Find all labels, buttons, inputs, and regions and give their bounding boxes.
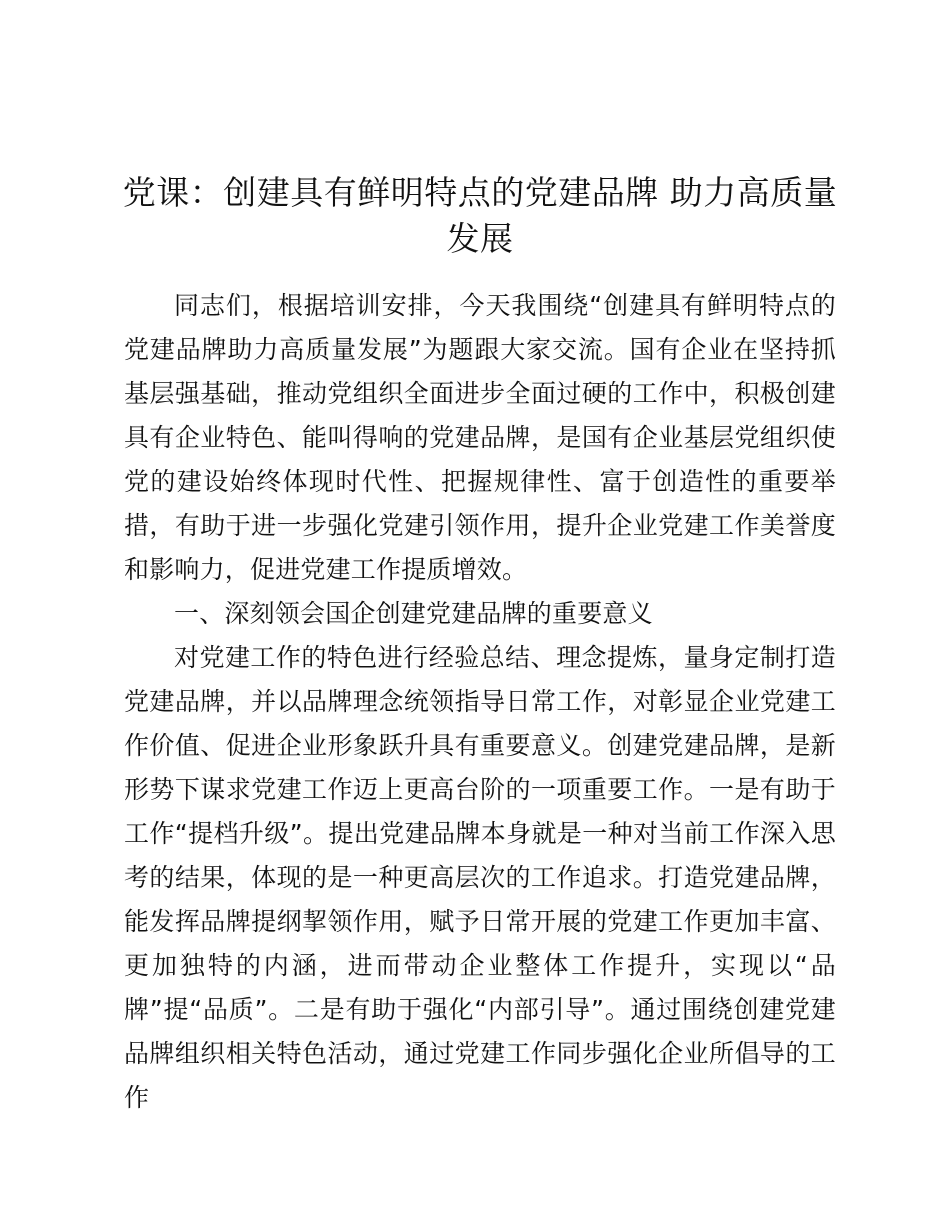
document-body (124, 284, 836, 1120)
document-title: 党课：创建具有鲜明特点的党建品牌 助力高质量发展 (122, 173, 838, 258)
intro-paragraph: 同志们，根据培训安排，今天我围绕“创建具有鲜明特点的党建品牌助力高质量发展”为题跟大家交流。国有企业在坚持抓基层强基础，推动党组织全面进步全面过硬的工作中，积极创建具有企业特色、能叫得响的党建品牌，是国有企业基层党组织使党的建设始终体现时代性、把握规律性、富于创造性的重要举措，有助于进一步强化党建引领作用，提升企业党建工作美誉度和影响力，促进党建工作提质增效。 (124, 291, 836, 584)
section-heading-1: 一、深刻领会国企创建党建品牌的重要意义 (174, 599, 653, 628)
section-1-paragraph: 对党建工作的特色进行经验总结、理念提炼，量身定制打造党建品牌，并以品牌理念统领指导日常工作，对彰显企业党建工作价值、促进企业形象跃升具有重要意义。创建党建品牌，是新形势下谋求党建工作迈上更高台阶的一项重要工作。一是有助于工作“提档升级”。提出党建品牌本身就是一种对当前工作深入思考的结果，体现的是一种更高层次的工作追求。打造党建品牌，能发挥品牌提纲挈领作用，赋予日常开展的党建工作更加丰富、更加独特的内涵，进而带动企业整体工作提升，实现以“品牌”提“品质”。二是有助于强化“内部引导”。通过围绕创建党建品牌组织相关特色活动，通过党建工作同步强化企业所倡导的工作 (124, 643, 836, 1112)
